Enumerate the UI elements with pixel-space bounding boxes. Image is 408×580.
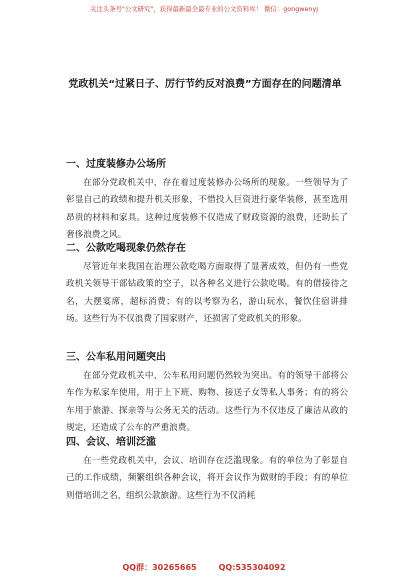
section-body-3: 在部分党政机关中，公车私用问题仍然较为突出。有的领导干部将公车作为私家车使用，用于上下班、购物、接送子女等私人事务；有的将公车用于旅游、探亲等与公务无关的活动。这些行为不仅违反了廉洁从政的规定，还造成了公车的严重浪费。 xyxy=(66,371,348,433)
footer-qq: QQ:535304092 xyxy=(218,563,286,572)
section-heading-3: 三、公车私用问题突出 xyxy=(66,352,166,363)
section-body-2: 尽管近年来我国在治理公款吃喝方面取得了显著成效，但仍有一些党政机关领导干部钻政策的空子，以各种名义进行公款吃喝。有的借接待之名，大摆宴席，超标消费；有的以考察为名，游山玩水，餐饮住宿讲排场。这些行为不仅浪费了国家财产，还损害了党政机关的形象。 xyxy=(66,262,348,324)
section-body-4: 在一些党政机关中，会议、培训存在泛滥现象。有的单位为了彰显自己的工作成绩，频繁组织各种会议，将开会议作为做财的手段；有的单位则借培训之名，组织公款旅游。这些行为不仅消耗 xyxy=(66,456,348,501)
section-heading-4: 四、会议、培训泛滥 xyxy=(66,437,156,448)
section-heading-1: 一、过度装修办公场所 xyxy=(66,159,166,170)
section-heading-2: 二、公款吃喝现象仍然存在 xyxy=(66,243,186,254)
footer-banner xyxy=(0,562,408,573)
section-body-1: 在部分党政机关中，存在着过度装修办公场所的现象。一些领导为了彰显自己的政绩和提升机关形象，不惜投入巨资进行豪华装修，甚至选用昂贵的材料和家具。这种过度装修不仅造成了财政资源的浪费，还助长了奢侈浪费之风。 xyxy=(66,178,348,240)
document-title: 党政机关“过紧日子、厉行节约反对浪费”方面存在的问题清单 xyxy=(68,79,342,90)
footer-qq-group: QQ群：30265665 xyxy=(122,563,197,572)
header-banner: 关注头条号"公文研究"，获得最新最全最专业的公文资料库！ 微信：gongwenyj xyxy=(89,5,319,13)
